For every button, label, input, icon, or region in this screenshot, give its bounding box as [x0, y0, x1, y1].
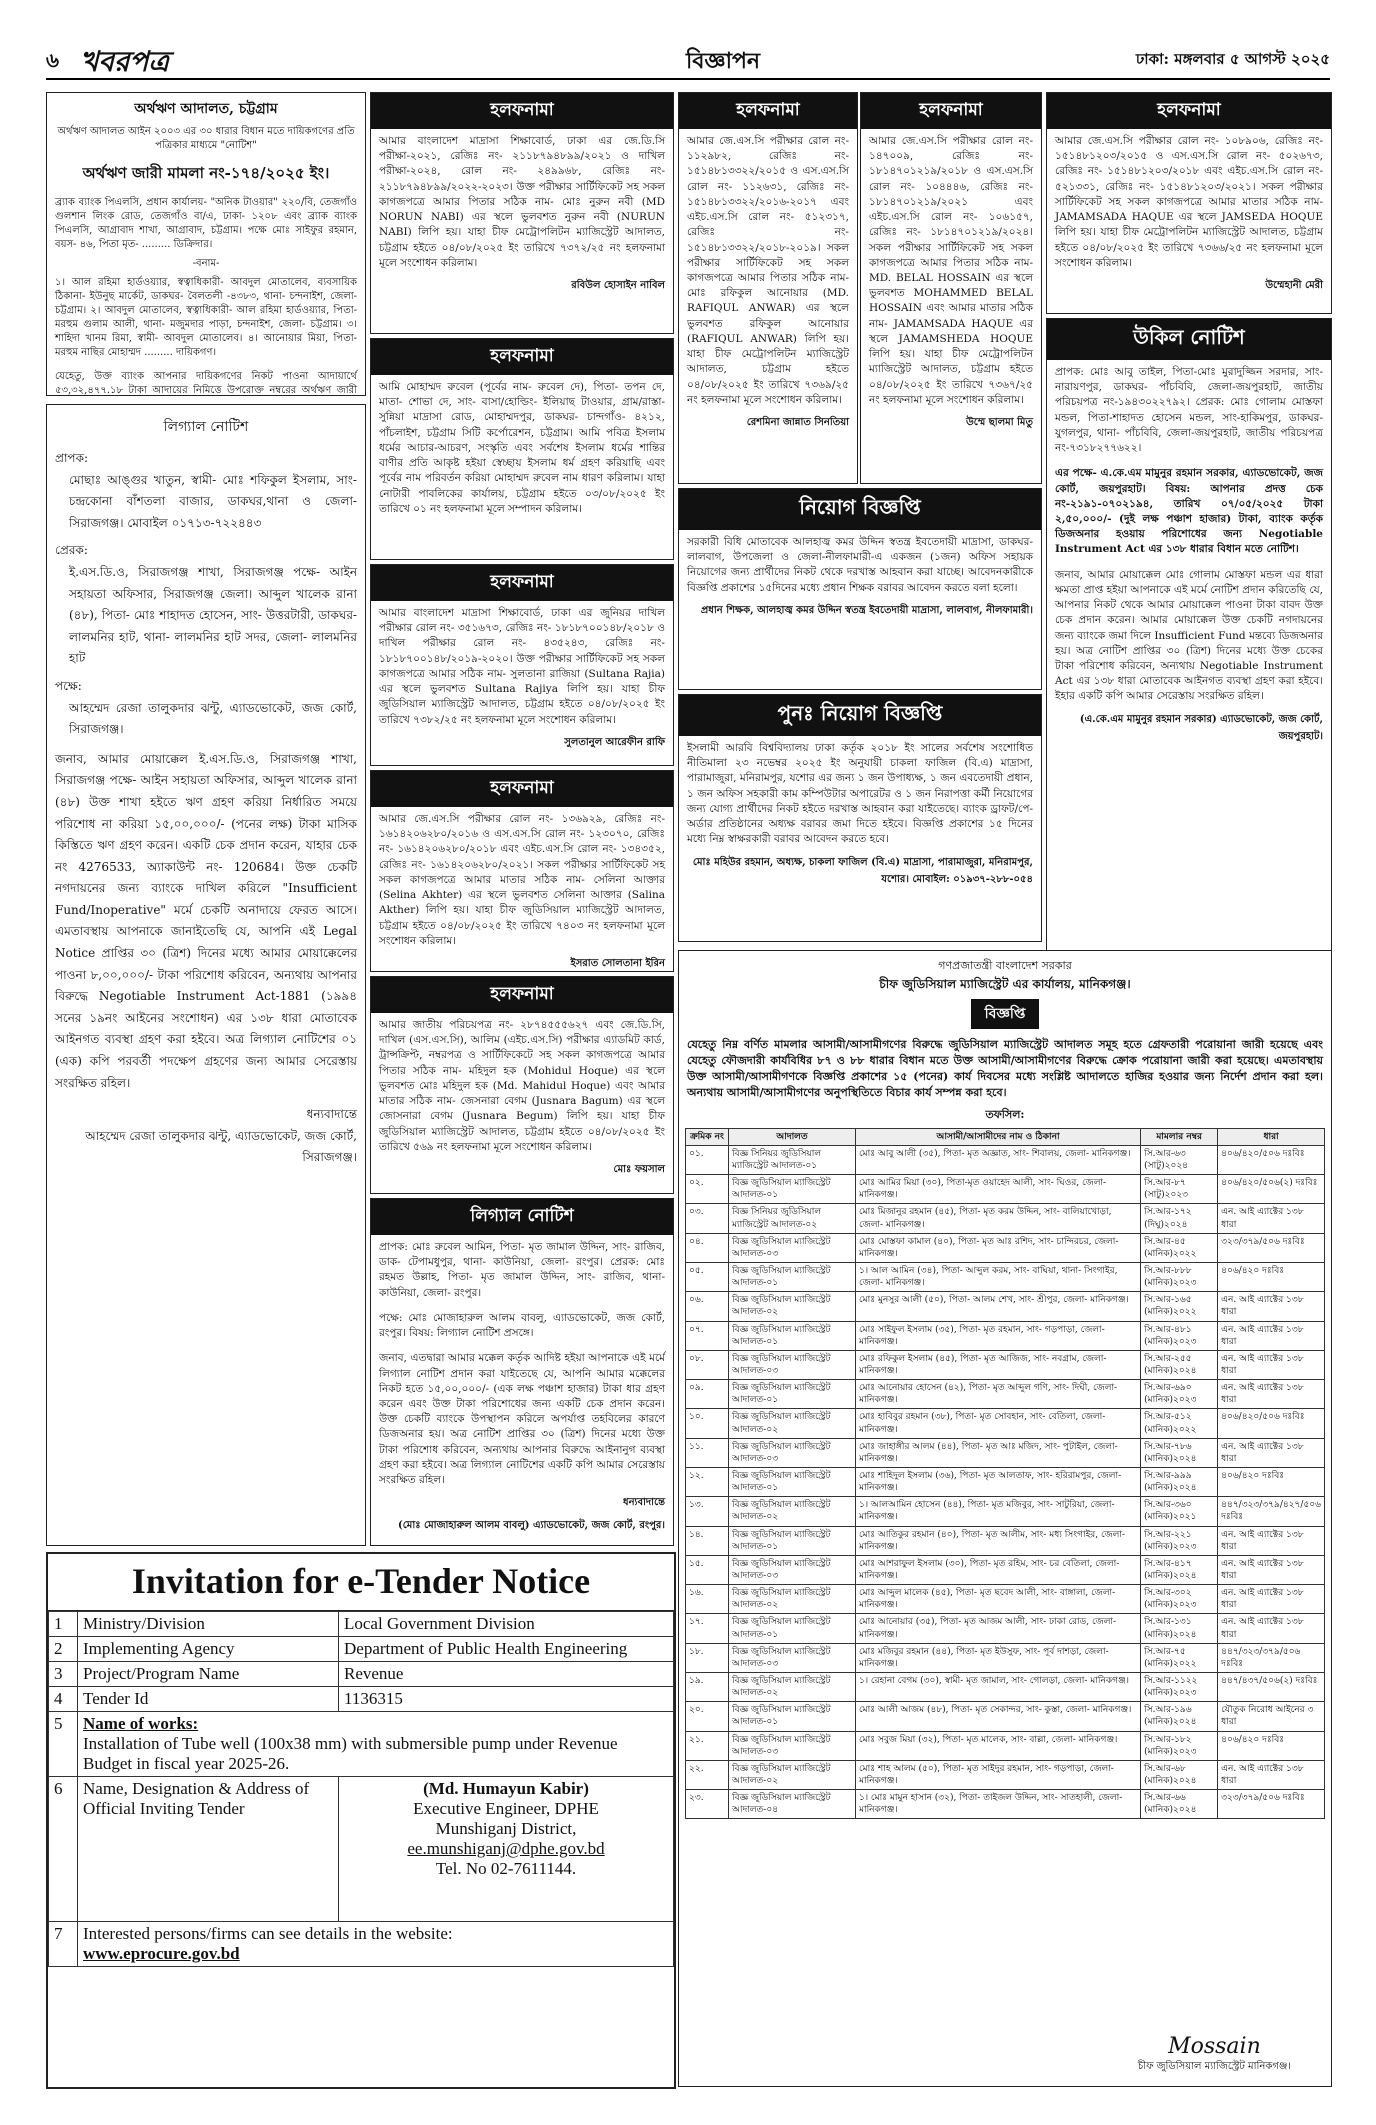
schedule-cell: মোঃ আশরাফুল ইসলাম (৩০), পিতা- মৃত রহিম, সাং- চর বেতিলা, জেলা- মানিকগঞ্জ।: [856, 1555, 1141, 1584]
schedule-cell: মোঃ শাহিদুল ইসলাম (৩৬), পিতা- মৃত আলতাফ, সাং- হরিরামপুর, জেলা- মানিকগঞ্জ।: [856, 1467, 1141, 1496]
schedule-cell: বিজ্ঞ জুডিসিয়াল ম্যাজিস্ট্রেট আদালত-০৩: [729, 1233, 856, 1262]
schedule-cell: ১৩.: [686, 1497, 729, 1526]
court-vs: -বনাম-: [192, 258, 220, 269]
schedule-cell: মোঃ আনোয়ার (৩৫), পিতা- মৃত আজম আলী, সাং- ঢাকা রোড, জেলা- মানিকগঞ্জ।: [856, 1614, 1141, 1643]
works-value: Installation of Tube well (100x38 mm) with submersible pump under Revenue Budget in fiscal year 2025-26.: [83, 1734, 618, 1773]
affidavit-6: [678, 92, 858, 484]
schedule-cell: মোঃ মোস্তফা কামাল (৪০), পিতা- মৃত আঃ রশিদ, সাং- চান্দিরচর, জেলা- মানিকগঞ্জ।: [856, 1233, 1141, 1262]
affidavit-title: হলফনামা: [1047, 93, 1331, 129]
affidavit-sign: উম্মেহানী মেরী: [1265, 279, 1323, 291]
affidavit-title: হলফনামা: [371, 565, 673, 601]
re-niyog-sign: মোঃ মহিউর রহমান, অধ্যক্ষ, চাকলা ফাজিল (বি.এ) মাদ্রাসা, পারামাজুরা, মনিরামপুর, যশোর। মোবাইল: ০১৯৩৭-২৮৮-০৫৪: [692, 856, 1033, 885]
legal-notice-body: জনাব, আমার মোয়াক্কেল ই.এস.ডি.ও, সিরাজগঞ্জ শাখা, সিরাজগঞ্জ পক্ষে- আইন সহায়তা অফিসার, আব্দুল খালেক রানা (৪৮) উক্ত শাখা হইতে ঋণ গ্রহণ করিয়া নির্ধারিত সময়ে পরিশোধ না করিয়া ১৫,০০,০০০/- (পনের লক্ষ) টাকা মাসিক কিস্তিতে ঋণ গ্রহণ করেন। একটি চেক প্রদান করেন, যাহার চেক নং 4276533, অ্যাকাউন্ট নং- 120684। উক্ত চেকটি নগদায়নের জন্য ব্যাংকে দাখিল করিলে "Insufficient Fund/Inoperative" মর্মে চেকটি অনাদায়ে ফেরত আসে। এমতাবস্থায় আপনাকে জানাইতেছি যে, আপনি এই Legal Notice প্রাপ্তির ৩০ (ত্রিশ) দিনের মধ্যে আমার মোয়াক্কেলের পাওনা ৮,০০,০০০/- টাকা পরিশোধ করিবেন, অন্যথায় আপনার বিরুদ্ধে Negotiable Instrument Act-1881 (১৯৯৪ সনের ১৯নং আইনের সংশোধন) এর ১৩৮ ধারা মোতাবেক আইনগত ব্যবস্থা গ্রহণ করা হইবে। অত্র লিগ্যাল নোটিশের ০১ (এক) কপি পরবর্তী পদক্ষেপ গ্রহণের জন্য আমার সেরেস্তায় সংরক্ষিত রহিল।: [55, 751, 357, 1090]
official-name: (Md. Humayun Kabir): [423, 1779, 589, 1798]
schedule-cell: সি.আর-৮৮৮ (মানিক)২০২৩: [1141, 1263, 1218, 1292]
official-email[interactable]: ee.munshiganj@dphe.gov.bd: [407, 1839, 605, 1858]
schedule-cell: ৪০৬/৪২০ দঃবিঃ: [1218, 1731, 1325, 1760]
schedule-row: [686, 1702, 1325, 1731]
schedule-cell: ০৪.: [686, 1233, 729, 1262]
ukil-sign: (এ.কে.এম মামুনুর রহমান সরকার) এ্যাডভোকেট, জজ কোর্ট, জয়পুরহাট।: [1079, 713, 1323, 742]
schedule-row: [686, 1614, 1325, 1643]
affidavit-sign: সুলতানুল আরেফীন রাফি: [564, 736, 665, 748]
court-body-3: যেহেতু, উক্ত ব্যাংক আপনার দায়িকগণের নিকট পাওনা আদায়ার্থে ৫৩,৩২,৪৭৭.১৮ টাকা আদায়ের নিমিত্তে উপরোক্ত নম্বরের অর্থঋণ জারী: [55, 371, 357, 396]
court-body-1: ব্র্যাক ব্যাংক পিএলসি, প্রধান কার্যালয়- "অনিক টাওয়ার" ২২০/বি, তেজগাঁও গুলশান লিংক রোড, তেজগাঁও বা/এ, ঢাকা- ১২০৮ এবং ব্র্যাক ব্যাংক পিএলসি, আগ্রাবাদ শাখা, আগ্রাবাদ, চট্টগ্রাম। পক্ষে মোঃ সাইফুর রহমান, বয়স- ৪৬, পিতা মৃত- ......... ডিক্রিদার।: [55, 197, 357, 250]
schedule-cell: ১। আল আমিন (৩৪), পিতা- আব্দুল করম, সাং- বাঘিয়া, থানা- সিংগাইর, জেলা- মানিকগঞ্জ।: [856, 1263, 1141, 1292]
affidavit-sign: উম্মে ছালমা মিতু: [966, 416, 1033, 428]
tender-cell-n: 3: [49, 1662, 78, 1687]
tender-cell-label: Project/Program Name: [78, 1662, 339, 1687]
tender-cell-label: Implementing Agency: [78, 1637, 339, 1662]
affidavit-4: [370, 770, 674, 972]
court-notice: [46, 92, 366, 396]
schedule-cell: বিজ্ঞ জুডিসিয়াল ম্যাজিস্ট্রেট আদালত-০১: [729, 1263, 856, 1292]
affidavit-body: আমার জে.এস.সি পরীক্ষার রোল নং- ১৪৭০০৯, রেজিঃ নং- ১৮১৪৭০১২১৯/২০১৮ ও এস.এস.সি রোল নং- ১০৪৪৪৬, রেজিঃ নং- ১৮১৪৭০১২১৯/২০২১ এবং এইচ.এস.সি রোল নং- ১০৬১৫৭, রেজিঃ নং- ১৮১৪৭০১২১৯/২০২৪। সকল পরীক্ষার সার্টিফিকেট সহ সকল কাগজপত্রে আমার পিতার সঠিক নাম- MD. BELAL HOSSAIN এর স্থলে ভুলবশত MOHAMMED BELAL HOSSAIN এবং আমার মাতার সঠিক নাম- JAMAMSADA HAQUE এর স্থলে JAMAMSHEDA HOQUE লিপি হয়। যাহা চীফ মেট্রোপলিটন ম্যাজিস্ট্রেট আদালত, চট্টগ্রাম হইতে ০৪/০৮/২০২৫ ইং তারিখে ৭৩৬৭/২৫ নং হলফনামা মূলে সংশোধন করিলাম।: [869, 135, 1033, 406]
schedule-row: [686, 1145, 1325, 1174]
niyog-notice: [678, 488, 1042, 690]
legal-notice-left: [46, 404, 366, 1546]
case-number: অর্থঋণ জারী মামলা নং-১৭৪/২০২৫ ইং।: [82, 164, 330, 182]
legal-notice-sign: আহম্মেদ রেজা তালুকদার ঝন্টু, এ্যাডভোকেট, জজ কোর্ট, সিরাজগঞ্জ।: [85, 1128, 357, 1165]
schedule-cell: ১৬.: [686, 1585, 729, 1614]
tender-title: Invitation for e-Tender Notice: [48, 1554, 674, 1611]
tender-row-note: 7 Interested persons/firms can see details in the website: www.eprocure.gov.bd: [49, 1922, 674, 1967]
schedule-cell: সি.আর-৪৫ (মানিক)২০২২: [1141, 1233, 1218, 1262]
schedule-cell: ১৯.: [686, 1672, 729, 1701]
legal-mid-thanks: ধন্যবাদান্তে: [622, 1497, 665, 1509]
affidavit-body: আমার জে.এস.সি পরীক্ষার রোল নং- ১১২৯৮২, রেজিঃ নং- ১৫১৪৮১৩৩২২/২০১৫ ও এস.এস.সি রোল নং- ১১২৬৩১, রেজিঃ নং- ১৫১৪৮১৩৩২২/২০১৬-২০১৭ এবং এইচ.এস.সি রোল নং- ৫১২৩১৭, রেজিঃ নং- ১৫১৪৮১৩৩২২/২০১৮-২০১৯। সকল পরীক্ষার সার্টিফিকেট সহ সকল কাগজপত্রে আমার পিতার সঠিক নাম- মোঃ রফিকুল আনোয়ার (MD. RAFIQUL ANWAR) এর স্থলে ভুলবশত রফিকুল আনোয়ার (RAFIQUL ANWAR) লিপি হয়। যাহা চীফ মেট্রোপলিটন ম্যাজিস্ট্রেট আদালত, চট্টগ্রাম হইতে ০৪/০৮/২০২৫ ইং তারিখে ৭৩৬৯/২৫ নং হলফনামা মূলে সংশোধন করিলাম।: [687, 135, 849, 406]
affidavit-2: [370, 338, 674, 560]
tender-cell-value: Department of Public Health Engineering: [339, 1637, 674, 1662]
schedule-cell: মোঃ শাহ আলম (৫০), পিতা- মৃত সাইদুর রহমান, সাং- গড়পাড়া, জেলা- মানিকগঞ্জ।: [856, 1760, 1141, 1789]
re-niyog-body: ইসলামী আরবি বিশ্ববিদ্যালয় ঢাকা কর্তৃক ২০১৮ ইং সালের সর্বশেষ সংশোধিত নীতিমালা ২৩ নভেম্বর ২০২৫ ইং অনুযায়ী চাকলা ফাজিল (বি.এ) মাদ্রাসা, পারামাজুরা, মনিরামপুর, যশোর এর জন্য ১ জন উপাধ্যক্ষ, ১ জন এবতেদায়ী প্রধান, ১ জন অফিস সহকারী কাম কম্পিউটার অপারেটর ও ১ জন নিরাপত্তা কর্মী নিয়োগের জন্য যোগ্য প্রার্থীদের নিকট হইতে দরখাস্ত আহবান করা যাইতেছে। ব্যাংক ড্রাফট/পে-অর্ডার প্রতিষ্ঠানের অধ্যক্ষ বরাবর জমা দিতে হইবে। বিজ্ঞপ্তি প্রকাশের ১৫ দিনের মধ্যে নিম্ন স্বাক্ষরকারী বরাবর আবেদন করতে হবে।: [687, 742, 1033, 846]
schedule-cell: মোঃ রফিকুল ইসলাম (৪৫), পিতা- মৃত আজিজ, সাং- নবগ্রাম, জেলা- মানিকগঞ্জ।: [856, 1350, 1141, 1379]
niyog-sign: প্রধান শিক্ষক, আলহাজ্ব কমর উদ্দিন স্বতন্ত্র ইবতেদায়ী মাদ্রাসা, লালবাগ, নীলফামারী।: [700, 604, 1033, 616]
schedule-cell: বিজ্ঞ জুডিসিয়াল ম্যাজিস্ট্রেট আদালত-০৩: [729, 1643, 856, 1672]
schedule-cell: মোঃ হাবিবুর রহমান (৩৮), পিতা- মৃত সোবহান, সাং- বেতিলা, জেলা- মানিকগঞ্জ।: [856, 1409, 1141, 1438]
schedule-col-header: মামলার নম্বর: [1141, 1128, 1218, 1145]
schedule-cell: সি.আর-৬৮ (মানিক)২০২৪: [1141, 1760, 1218, 1789]
niyog-title: নিয়োগ বিজ্ঞপ্তি: [679, 489, 1041, 530]
schedule-cell: বিজ্ঞ জুডিসিয়াল ম্যাজিস্ট্রেট আদালত-০২: [729, 1292, 856, 1321]
tender-row-works: 5 Name of works: Installation of Tube well (100x38 mm) with submersible pump under Revenue Budget in fiscal year 2025-26.: [49, 1712, 674, 1777]
schedule-cell: ৩২৩/৩৭৯/৫০৬ দঃবিঃ: [1218, 1233, 1325, 1262]
schedule-cell: বিজ্ঞ জুডিসিয়াল ম্যাজিস্ট্রেট আদালত-০২: [729, 1497, 856, 1526]
affidavit-sign: ইসরাত সোলতানা ইরিন: [570, 957, 665, 969]
warrant-title: বিজ্ঞপ্তি: [971, 999, 1040, 1029]
schedule-cell: সি.আর-২৫৫ (মানিক)২০২৪: [1141, 1350, 1218, 1379]
schedule-cell: ৩২৩/৩৭৯/৫০৬ দঃবিঃ: [1218, 1790, 1325, 1819]
schedule-row: [686, 1438, 1325, 1467]
schedule-cell: বিজ্ঞ সিনিয়র জুডিসিয়াল ম্যাজিস্ট্রেট আদালত-০১: [729, 1145, 856, 1174]
tender-row: [49, 1637, 674, 1662]
schedule-cell: ০৩.: [686, 1204, 729, 1233]
tender-cell-value: Revenue: [339, 1662, 674, 1687]
affidavit-title: হলফনামা: [371, 339, 673, 375]
schedule-row: [686, 1233, 1325, 1262]
for-label: পক্ষে:: [55, 678, 82, 693]
court-subtitle: অর্থঋণ আদালত আইন ২০০৩ এর ৩০ ধারার বিধান মতে দায়িকগণের প্রতি পত্রিকার মাধ্যমে "নোটিশ": [57, 126, 355, 151]
schedule-cell: এন. আই এ্যাক্টের ১৩৮ ধারা: [1218, 1555, 1325, 1584]
affidavit-title: হলফনামা: [861, 93, 1041, 129]
schedule-cell: ৪৪৭/৩২৩/৩৭৯/৪২৭/৫০৬ দঃবিঃ: [1218, 1497, 1325, 1526]
tender-cell-value: Local Government Division: [339, 1612, 674, 1637]
schedule-cell: বিজ্ঞ জুডিসিয়াল ম্যাজিস্ট্রেট আদালত-০১: [729, 1467, 856, 1496]
re-niyog-notice: [678, 694, 1042, 942]
schedule-cell: মোঃ আলী আজম (৪৮), পিতা- মৃত সেকান্দর, সাং- কুস্তা, জেলা- মানিকগঞ্জ।: [856, 1702, 1141, 1731]
schedule-cell: ২২.: [686, 1760, 729, 1789]
tender-note: Interested persons/firms can see details in the website:: [83, 1924, 453, 1943]
legal-notice-title: লিগ্যাল নোটিশ: [163, 419, 249, 435]
warrant-court: চীফ জুডিসিয়াল ম্যাজিস্ট্রেট এর কার্যালয়, মানিকগঞ্জ।: [879, 977, 1131, 991]
schedule-cell: বিজ্ঞ জুডিসিয়াল ম্যাজিস্ট্রেট আদালত-০৩: [729, 1350, 856, 1379]
schedule-cell: সি.আর-৬৯০ (মানিক)২০২৩: [1141, 1380, 1218, 1409]
schedule-row: [686, 1292, 1325, 1321]
schedule-row: [686, 1672, 1325, 1701]
affidavit-body: আমার জাতীয় পরিচয়পত্র নং- ২৮৭৪৫৫৫৬২৭ এবং জে.ডি.সি, দাখিল (এস.এস.সি), আলিম (এইচ.এস.সি) পরীক্ষার এ্যাডমিট কার্ড, ট্রান্সক্রিপ্ট, নম্বরপত্র ও সার্টিফিকেটে সহ সকল কাগজপত্রে আমার পিতার সঠিক নাম- মহিদুল হক (Mohidul Hoque) এর স্থলে ভুলবশত মোঃ মহিদুল হক (Md. Mahidul Hoque) এবং আমার মাতার সঠিক নাম- জেসনারা বেগম (Jusnara Bagum) এর স্থলে জোসনারা বেগম (Jusnara Begum) লিপি হয়। যাহা চীফ জুডিসিয়াল ম্যাজিস্ট্রেট আদালত, চট্টগ্রাম হইতে ০৪/০৮/২০২৫ ইং তারিখে ৫৬৯ নং হলফনামা মূলে সংশোধন করিলাম।: [379, 1019, 665, 1153]
schedule-cell: ০৭.: [686, 1321, 729, 1350]
schedule-col-header: ক্রমিক নং: [686, 1128, 729, 1145]
court-title: অর্থঋণ আদালত, চট্টগ্রাম: [134, 101, 278, 117]
legal-notice-mid: [370, 1198, 674, 1546]
schedule-cell: বিজ্ঞ জুডিসিয়াল ম্যাজিস্ট্রেট আদালত-০১: [729, 1614, 856, 1643]
schedule-row: [686, 1263, 1325, 1292]
schedule-cell: সি.আর-৪৮১ (মানিক)২০২৩: [1141, 1321, 1218, 1350]
tender-notice: [46, 1552, 676, 2089]
ukil-body-2: এর পক্ষে- এ.কে.এম মামুনুর রহমান সরকার, এ্যাডভোকেট, জজ কোর্ট, জয়পুরহাট। বিষয়: আপনার প্রদত্ত চেক নং-২১৯১-০৭০২১৯৪, তারিখ ০৭/০৫/২০২৫ টাকা ২,৫০,০০০/- (দুই লক্ষ পঞ্চাশ হাজার) টাকা, ব্যাংক কর্তৃক ডিজঅনার হওয়ায় পরিশোধের জন্য Negotiable Instrument Act এর ১৩৮ ধারার বিধান মতে নোটিশ।: [1055, 467, 1323, 556]
schedule-cell: সি.আর-৭৮৬ (মানিক)২০২৪: [1141, 1438, 1218, 1467]
schedule-cell: যৌতুক নিরোধ আইনের ৩ ধারা: [1218, 1702, 1325, 1731]
schedule-cell: এন. আই এ্যাক্টের ১৩৮ ধারা: [1218, 1760, 1325, 1789]
affidavit-body: আমি মোহাম্মদ রুবেল (পূর্বের নাম- রুবেল দে), পিতা- তপন দে, মাতা- শোভা দে, সাং- বাসা/হোল্ডিং- ইলিয়াছ টাওয়ার, গ্রাম/রাস্তা- সুন্নিয়া মাদ্রাসা রোড, মোহাম্মদপুর, ডাকঘর- চান্দগাঁও- ৪২১২, পাঁচলাইশ, চট্টগ্রাম সিটি কর্পোরেশন, চট্টগ্রাম। আমি পবিত্র ইসলাম ধর্মের আচার-আচরণ, সংস্কৃতি এবং সর্বশেষ ইসলাম ধর্মের শান্তির বাণীর প্রতি আকৃষ্ট হইয়া স্বেচ্ছায় ইসলাম ধর্ম গ্রহণ করিয়াছি এবং পূর্বের নাম পরিবর্তন করিয়া মোহাম্মদ রুবেল নাম ধারণ করিলাম। যাহা নোটারী পাবলিকের কার্যালয়, চট্টগ্রাম হইতে ০৩/০৮/২০২৫ ইং তারিখে ০১ নং হলফনামা মূলে সম্পাদন করিলাম।: [379, 381, 665, 515]
warrant-gov: গণপ্রজাতন্ত্রী বাংলাদেশ সরকার: [938, 959, 1072, 972]
schedule-cell: ০৬.: [686, 1292, 729, 1321]
schedule-cell: ০৯.: [686, 1380, 729, 1409]
legal-mid-body-2: পক্ষে: মোঃ মোজাহারুল আলম বাবলু, এ্যাডভোকেট, জজ কোর্ট, রংপুর। বিষয়: লিগ্যাল নোটিশ প্রসঙ্গে।: [379, 1311, 665, 1340]
affidavit-sign: রবিউল হোসাইন নাবিল: [571, 279, 665, 291]
schedule-cell: মোঃ মজিবুর রহমান (৪৪), পিতা- মৃত ইউসুফ, সাং- পূর্ব দাশড়া, জেলা- মানিকগঞ্জ।: [856, 1643, 1141, 1672]
schedule-row: [686, 1790, 1325, 1819]
schedule-cell: এন. আই এ্যাক্টের ১৩৮ ধারা: [1218, 1204, 1325, 1233]
schedule-row: [686, 1380, 1325, 1409]
schedule-cell: মোঃ আতিকুর রহমান (৪০), পিতা- মৃত আলীম, সাং- মধ্য সিংগাইর, জেলা- মানিকগঞ্জ।: [856, 1526, 1141, 1555]
schedule-row: [686, 1760, 1325, 1789]
warrant-table-label: তফসিল:: [985, 1107, 1025, 1121]
official-district: Munshiganj District,: [435, 1819, 577, 1838]
schedule-cell: ০১.: [686, 1145, 729, 1174]
schedule-cell: ১। মোঃ মামুন হাসান (৩২), পিতা- তাইজল উদ্দিন, সাং- সাতহালী, জেলা- মানিকগঞ্জ।: [856, 1790, 1141, 1819]
schedule-cell: ৪০৬/৪২০ দঃবিঃ: [1218, 1263, 1325, 1292]
schedule-cell: সি.আর-৩৬০ (মানিক)২০২১: [1141, 1497, 1218, 1526]
tender-cell-label: Ministry/Division: [78, 1612, 339, 1637]
schedule-cell: বিজ্ঞ জুডিসিয়াল ম্যাজিস্ট্রেট আদালত-০১: [729, 1702, 856, 1731]
schedule-cell: ২১.: [686, 1731, 729, 1760]
schedule-cell: ৪০৬/৪২০/৫০৬ দঃবিঃ: [1218, 1409, 1325, 1438]
schedule-cell: মোঃ মিজানুর রহমান (৪৫), পিতা- মৃত করম উদ্দিন, সাং- বালিয়াখোড়া, জেলা- মানিকগঞ্জ।: [856, 1204, 1141, 1233]
affidavit-body: আমার বাংলাদেশ মাদ্রাসা শিক্ষাবোর্ড, ঢাকা এর জুনিয়র দাখিল পরীক্ষার রোল নং- ৩৫১৬৭৩, রেজিঃ নং- ১৮১৮৭০০১৪৮/২০১৮ ও দাখিল পরীক্ষার রোল নং- ৪৩৫২৪৩, রেজিঃ নং- ১৮১৮৭০০১৪৮/২০১৯-২০২০। উক্ত পরীক্ষার সার্টিফিকেট সহ সকল কাগজপত্রে আমার সঠিক নাম- সুলতানা রাজিয়া (Sultana Rajia) এর স্থলে ভুলবশত Sultana Rajiya লিপি হয়। যাহা চীফ জুডিসিয়াল ম্যাজিস্ট্রেট আদালত, চট্টগ্রাম হইতে ০৪/০৮/২০২৫ ইং তারিখে ৭৩৮২/২৫ নং হলফনামা মূলে সংশোধন করিলাম।: [379, 607, 665, 726]
schedule-cell: সি.আর-৬৩ (সাটু)২০২৪: [1141, 1145, 1218, 1174]
schedule-cell: বিজ্ঞ জুডিসিয়াল ম্যাজিস্ট্রেট আদালত-০৩: [729, 1731, 856, 1760]
legal-mid-sign: (মোঃ মোজাহারুল আলম বাবলু) এ্যাডভোকেট, জজ কোর্ট, রংপুর।: [398, 1520, 665, 1532]
schedule-cell: ১০.: [686, 1409, 729, 1438]
affidavit-title: হলফনামা: [371, 93, 673, 129]
legal-mid-body-3: জনাব, এতদ্বারা আমার মক্কেল কর্তৃক আদিষ্ট হইয়া আপনাকে এই মর্মে লিগ্যাল নোটিশ প্রদান করা যাইতেছে যে, আপনি আমার মক্কেলের নিকট হতে ১৫,০০,০০০/- (এক লক্ষ পঞ্চাশ হাজার) টাকা ধার গ্রহণ করেন এবং উক্ত টাকা পরিশোধের জন্য একটি চেক প্রদান করেন। উক্ত চেকটি ব্যাংকে উপস্থাপন করিলে অপর্যাপ্ত তহবিলের কারণে ডিজঅনার হয়। অত্র নোটিশ প্রাপ্তির ৩০ (ত্রিশ) দিনের মধ্যে উক্ত টাকা পরিশোধ করিবেন, অন্যথায় আপনার বিরুদ্ধে আইনানুগ ব্যবস্থা গ্রহণ করা হইবে। অত্র লিগ্যাল নোটিশের একটি কপি আমার সেরেস্তায় সংরক্ষিত রহিল।: [379, 1352, 665, 1487]
warrant-schedule-table: [685, 1128, 1325, 1820]
tender-table: [48, 1611, 674, 1967]
schedule-cell: এন. আই এ্যাক্টের ১৩৮ ধারা: [1218, 1438, 1325, 1467]
schedule-cell: বিজ্ঞ জুডিসিয়াল ম্যাজিস্ট্রেট আদালত-০৩: [729, 1438, 856, 1467]
schedule-cell: মোঃ আনোয়ার হোসেন (৪২), পিতা- মৃত আব্দুল গণি, সাং- দিঘী, জেলা- মানিকগঞ্জ।: [856, 1380, 1141, 1409]
to-address: মোছাঃ আঙ্গুর খাতুন, স্বামী- মোঃ শফিকুল ইসলাম, সাং- চন্দ্রকোনা বাঁশতলা বাজার, ডাকঘর,থানা ও জেলা- সিরাজগঞ্জ। মোবাইল ০১৭১৩-৭২২৪৪৩: [69, 472, 357, 530]
from-address: ই.এস.ডি.ও, সিরাজগঞ্জ শাখা, সিরাজগঞ্জ পক্ষে- আইন সহায়তা অফিসার, সিরাজগঞ্জ জেলা। আব্দুল খালেক রানা (৪৮), পিতা- মোঃ শাহাদত হোসেন, সাং- উত্তরটারী, ডাকঘর- লালমনির হাট, থানা- লালমনির হাট সদর, জেলা- লালমনির হাট: [69, 564, 357, 666]
ukil-notice-title: উকিল নোটিশ: [1047, 319, 1331, 360]
tender-row-official: 6 Name, Designation & Address of Official Inviting Tender (Md. Humayun Kabir) Executive Engineer, DPHE Munshiganj District, ee.munshiganj@dphe.gov.bd Tel. No 02-7611144.: [49, 1777, 674, 1922]
affidavit-5: [370, 976, 674, 1194]
schedule-cell: সি.আর-১৭২ (দিঘু)২০২৪: [1141, 1204, 1218, 1233]
schedule-cell: মোঃ আবু আলী (৩৫), পিতা- মৃত অজ্ঞাত, সাং- শিবালয়, জেলা- মানিকগঞ্জ।: [856, 1145, 1141, 1174]
schedule-row: [686, 1497, 1325, 1526]
schedule-cell: এন. আই এ্যাক্টের ১৩৮ ধারা: [1218, 1585, 1325, 1614]
schedule-row: [686, 1555, 1325, 1584]
schedule-cell: সি.আর-৭৫ (মানিক)২০২২: [1141, 1643, 1218, 1672]
schedule-row: [686, 1643, 1325, 1672]
schedule-cell: ০৮.: [686, 1350, 729, 1379]
affidavit-1: [370, 92, 674, 334]
section-title: বিজ্ঞাপন: [686, 48, 761, 74]
schedule-cell: ১৮.: [686, 1643, 729, 1672]
schedule-cell: সি.আর-৪১৭ (মানিক)২০২৪: [1141, 1555, 1218, 1584]
schedule-cell: ৪০৬/৪২০ দঃবিঃ: [1218, 1467, 1325, 1496]
legal-notice-mid-title: লিগ্যাল নোটিশ: [371, 1199, 673, 1235]
affidavit-body: আমার জে.এস.সি পরীক্ষার রোল নং- ১০৮৯০৬, রেজিঃ নং- ১৫১৪৮১২০৩/২০১৫ ও এস.এস.সি রোল নং- ৫০২৬৭৩, রেজিঃ নং- ১৫১৪৮১২০৩/২০১৮ এবং এইচ.এস.সি রোল নং- ৫২১৩৩১, রেজিঃ নং- ১৫১৪৮১২০৩/২০২১। সকল পরীক্ষার সার্টিফিকেট সহ সকল কাগজপত্রে আমার মাতার সঠিক নাম- JAMAMSADA HAQUE এর স্থলে JAMSEDA HOQUE লিপি হয়। যাহা চীফ মেট্রোপলিটন ম্যাজিস্ট্রেট আদালত, চট্টগ্রাম হইতে ০৪/০৮/২০২৫ ইং তারিখে ৭৩৬৬/২৫ নং হলফনামা মূলে সংশোধন করিলাম।: [1055, 135, 1323, 269]
schedule-cell: ০৫.: [686, 1263, 729, 1292]
for-address: আহম্মেদ রেজা তালুকদার ঝন্টু, এ্যাডভোকেট, জজ কোর্ট, সিরাজগঞ্জ।: [69, 700, 357, 737]
affidavit-8: [1046, 92, 1332, 314]
schedule-row: [686, 1204, 1325, 1233]
schedule-row: [686, 1585, 1325, 1614]
page-number: ৬: [46, 48, 60, 72]
official-tel: Tel. No 02-7611144.: [435, 1859, 577, 1878]
legal-mid-body-1: প্রাপক: মোঃ রুবেল আমিন, পিতা- মৃত জামাল উদ্দিন, সাং- রাজিব, ডাক- টেপামধুপুর, থানা- কাউনিয়া, জেলা- রংপুর। প্রেরক: মোঃ রহমত উল্লাহ, পিতা- মৃত জামাল উদ্দিন, সাং- রাজিব, থানা- কাউনিয়া, জেলা- রংপুর।: [379, 1241, 665, 1299]
schedule-cell: এন. আই এ্যাক্টের ১৩৮ ধারা: [1218, 1321, 1325, 1350]
schedule-cell: বিজ্ঞ জুডিসিয়াল ম্যাজিস্ট্রেট আদালত-০২: [729, 1672, 856, 1701]
affidavit-3: [370, 564, 674, 766]
niyog-body: সরকারী বিধি মোতাবেক আলহাজ্ব কমর উদ্দিন স্বতন্ত্র ইবতেদায়ী মাদ্রাসা, ডাকঘর-লালবাগ, উপজেলা ও জেলা-নীলফামারী-এ একজন (১জন) অফিস সহায়ক নিয়োগের জন্য প্রার্থীদের নিকট থেকে দরখাস্ত আহবান করা যাচ্ছে। আবেদনকারীকে বিজ্ঞপ্তি প্রকাশের ১৫দিনের মধ্যে প্রধান শিক্ষক বরাবর আবেদন করতে বলা হলো।: [687, 536, 1033, 594]
affidavit-body: আমার বাংলাদেশ মাদ্রাসা শিক্ষাবোর্ড, ঢাকা এর জে.ডি.সি পরীক্ষা-২০২১, রেজিঃ নং- ২১১৮৭৯৪৮৯৯/২০২১ ও দাখিল পরীক্ষা-২০২৪, রোল নং- ২৪৯৯৬৮, রেজিঃ নং- ২১১৮৭৯৪৮৯৯/২০২২-২০২৩। উক্ত পরীক্ষার সার্টিফিকেট সহ সকল কাগজপত্রে আমার পিতার সঠিক নাম- মোঃ নুরুন নবী (MD NORUN NABI) এর স্থলে ভুলবশত নুরুন নবী (NURUN NABI) লিপি হয়। যাহা চীফ মেট্রোপলিটন ম্যাজিস্ট্রেট আদালত, চট্টগ্রাম হইতে ০৪/০৮/২০২৫ ইং তারিখে ৭৩৭২/২৫ নং হলফনামা মূলে সংশোধন করিলাম।: [379, 135, 665, 269]
warrant-sign: চীফ জুডিসিয়াল ম্যাজিস্ট্রেট মানিকগঞ্জ।: [1137, 2061, 1291, 2072]
schedule-cell: বিজ্ঞ জুডিসিয়াল ম্যাজিস্ট্রেট আদালত-০১: [729, 1380, 856, 1409]
schedule-row: [686, 1731, 1325, 1760]
schedule-cell: এন. আই এ্যাক্টের ১৩৮ ধারা: [1218, 1350, 1325, 1379]
schedule-cell: ৪০৬/৪২০/৫০৬ দঃবিঃ: [1218, 1145, 1325, 1174]
schedule-cell: বিজ্ঞ জুডিসিয়াল ম্যাজিস্ট্রেট আদালত-০১: [729, 1321, 856, 1350]
tender-website-link[interactable]: www.eprocure.gov.bd: [83, 1944, 240, 1963]
warrant-notice: [678, 950, 1332, 2087]
affidavit-title: হলফনামা: [679, 93, 857, 129]
schedule-cell: বিজ্ঞ সিনিয়র জুডিসিয়াল ম্যাজিস্ট্রেট আদালত-০২: [729, 1204, 856, 1233]
schedule-cell: ০২.: [686, 1175, 729, 1204]
schedule-cell: মোঃ আব্দুল মালেক (৪৫), পিতা- মৃত ছবেদ আলী, সাং- বাঙ্গালা, জেলা- মানিকগঞ্জ।: [856, 1585, 1141, 1614]
schedule-row: [686, 1350, 1325, 1379]
page-header: [46, 40, 1330, 80]
from-label: প্রেরক:: [55, 543, 88, 558]
schedule-cell: সি.আর-২২১ (মানিক)২০২৩: [1141, 1526, 1218, 1555]
schedule-cell: মোঃ সবুজ মিয়া (৩২), পিতা- মৃত মালেক, সাং- বাল্লা, জেলা- মানিকগঞ্জ।: [856, 1731, 1141, 1760]
warrant-body: যেহেতু নিম্ন বর্ণিত মামলার আসামী/আসামীগণের বিরুদ্ধে জুডিসিয়াল ম্যাজিস্ট্রেট আদালত সমূহ হতে গ্রেফতারী পরোয়ানা জারী হয়েছে এবং যেহেতু ফৌজদারী কার্যবিধির ৮৭ ও ৮৮ ধারার বিধান মতে উক্ত আসামী/আসামীগণের বিরুদ্ধে ক্রোক পরোয়ানা জারী করা হয়েছে। এমতাবস্থায় উক্ত আসামী/আসামীগণকে বিজ্ঞপ্তি প্রকাশের ১৫ (পনের) কার্য দিবসের মধ্যে সংশ্লিষ্ট আদালতে হাজির হওয়ার জন্য নির্দেশ প্রদান করা হল। অন্যথায় আসামী/আসামীগণের অনুপস্থিতিতে বিচার কার্য সম্পন্ন করা হবে।: [687, 1038, 1323, 1099]
schedule-col-header: আসামী/আসামীদের নাম ও ঠিকানা: [856, 1128, 1141, 1145]
tender-row: [49, 1687, 674, 1712]
re-niyog-title: পুনঃ নিয়োগ বিজ্ঞপ্তি: [679, 695, 1041, 736]
to-label: প্রাপক:: [55, 451, 89, 465]
schedule-cell: সি.আর-৬৬ (মানিক)২০২৪: [1141, 1790, 1218, 1819]
schedule-cell: ২০.: [686, 1702, 729, 1731]
schedule-cell: সি.আর-১৩১ (মানিক)২০২৪: [1141, 1614, 1218, 1643]
issue-date: ঢাকা: মঙ্গলবার ৫ আগস্ট ২০২৫: [1135, 50, 1330, 68]
schedule-row: [686, 1321, 1325, 1350]
affidavit-7: [860, 92, 1042, 484]
schedule-cell: সি.আর-১৬৫ (মানিক)২০২২: [1141, 1292, 1218, 1321]
schedule-cell: ৪৪৭/৩২৩/৩৭৯/৫০৬ দঃবিঃ: [1218, 1643, 1325, 1672]
schedule-cell: সি.আর-৩০২ (মানিক)২০২৩: [1141, 1585, 1218, 1614]
tender-row: [49, 1662, 674, 1687]
schedule-cell: ৪০৬/৪২০/৫০৬(২) দঃবিঃ: [1218, 1175, 1325, 1204]
schedule-row: [686, 1467, 1325, 1496]
schedule-col-header: ধারা: [1218, 1128, 1325, 1145]
schedule-cell: এন. আই এ্যাক্টের ১৩৮ ধারা: [1218, 1292, 1325, 1321]
schedule-cell: মোঃ মুনসুর আলী (৫০), পিতা- আলম শেখ, সাং- শ্রীপুর, জেলা- মানিকগঞ্জ।: [856, 1292, 1141, 1321]
affidavit-sign: রেশমিনা জান্নাত সিনতিয়া: [746, 416, 849, 428]
works-label: Name of works:: [83, 1714, 199, 1733]
schedule-col-header: আদালত: [729, 1128, 856, 1145]
schedule-cell: ১১.: [686, 1438, 729, 1467]
schedule-cell: ১৭.: [686, 1614, 729, 1643]
schedule-cell: বিজ্ঞ জুডিসিয়াল ম্যাজিস্ট্রেট আদালত-০৩: [729, 1555, 856, 1584]
schedule-cell: এন. আই এ্যাক্টের ১৩৮ ধারা: [1218, 1380, 1325, 1409]
official-title: Executive Engineer, DPHE: [413, 1799, 599, 1818]
schedule-cell: ১৫.: [686, 1555, 729, 1584]
schedule-cell: ১। রেহানা বেগম (৩০), স্বামী- মৃত জামাল, সাং- গোলড়া, জেলা- মানিকগঞ্জ।: [856, 1672, 1141, 1701]
schedule-cell: বিজ্ঞ জুডিসিয়াল ম্যাজিস্ট্রেট আদালত-০৪: [729, 1790, 856, 1819]
affidavit-body: আমার জে.এস.সি পরীক্ষার রোল নং- ১৩৬৯২৯, রেজিঃ নং- ১৬১৪২০৬২৮০/২০১৬ ও এস.এস.সি রোল নং- ১২৩০৭০, রেজিঃ নং- ১৬১৪২০৬২৮০/২০১৮ এবং এইচ.এস.সি রোল নং- ১৩৪৩৫২, রেজিঃ নং- ১৬১৪২০৬২৮০/২০২১। সকল পরীক্ষার সার্টিফিকেট সহ সকল কাগজপত্রে আমার মাতার সঠিক নাম- সেলিনা আক্তার (Selina Akhter) এর স্থলে ভুলবশত সেলিনা আক্তার (Salina Akther) লিপি হয়। যাহা চীফ জুডিসিয়াল ম্যাজিস্ট্রেট আদালত, চট্টগ্রাম হইতে ০৪/০৮/২০২৫ ইং তারিখে ৭৪০৩ নং হলফনামা মূলে সংশোধন করিলাম।: [379, 813, 665, 947]
schedule-cell: ১। আলআমিন হোসেন (৪৪), পিতা- মৃত মজিবুর, সাং- সাটুরিয়া, জেলা- মানিকগঞ্জ।: [856, 1497, 1141, 1526]
affidavit-title: হলফনামা: [371, 771, 673, 807]
magistrate-signature: Mossain: [1168, 2034, 1261, 2059]
schedule-cell: মোঃ সাইফুল ইসলাম (৩৫), পিতা- মৃত রহমান, সাং- গড়পাড়া, জেলা- মানিকগঞ্জ।: [856, 1321, 1141, 1350]
thanks: ধন্যবাদান্তে: [306, 1107, 357, 1122]
schedule-cell: ১২.: [686, 1467, 729, 1496]
schedule-row: [686, 1526, 1325, 1555]
schedule-cell: ১৪.: [686, 1526, 729, 1555]
newspaper-logo: খবরপত্র: [80, 45, 169, 78]
schedule-cell: মোঃ জাহাঙ্গীর আলম (৪৪), পিতা- মৃত আঃ মজিদ, সাং- পুটাইল, জেলা- মানিকগঞ্জ।: [856, 1438, 1141, 1467]
schedule-cell: সি.আর-৯৯৯ (মানিক)২০২৪: [1141, 1467, 1218, 1496]
schedule-cell: বিজ্ঞ জুডিসিয়াল ম্যাজিস্ট্রেট আদালত-০২: [729, 1760, 856, 1789]
tender-cell-n: 4: [49, 1687, 78, 1712]
schedule-cell: বিজ্ঞ জুডিসিয়াল ম্যাজিস্ট্রেট আদালত-০২: [729, 1409, 856, 1438]
schedule-cell: সি.আর-৫১২ (মানিক)২০২২: [1141, 1409, 1218, 1438]
tender-cell-label: Tender Id: [78, 1687, 339, 1712]
schedule-cell: মোঃ আমির মিয়া (৩০), পিতা-মৃত ওয়াহেদ আলী, সাং- ঘিওর, জেলা- মানিকগঞ্জ।: [856, 1175, 1141, 1204]
schedule-cell: ৪৪৭/৪৩৭/৫০৬(২) দঃবিঃ: [1218, 1672, 1325, 1701]
tender-cell-value: 1136315: [339, 1687, 674, 1712]
ukil-body-1: প্রাপক: মোঃ আবু তাইল, পিতা-মোঃ মুরাদুজ্জিন সরদার, সাং- নারায়ণপুর, ডাকঘর- পাঁচবিবি, জেলা-জয়পুরহাট, জাতীয় পরিচয়পত্র নং-১৯৪৩০২২৭৯২। প্রেরক: মোঃ গোলাম মোস্তফা মন্ডল, পিতা-শাহাদত হোসেন মন্ডল, সাং-হাকিমপুর, ডাকঘর-যুগলপুর, থানা- পাঁচবিবি, জেলা-জয়পুরহাট, জাতীয় পরিচয়পত্র নং-৭৩১৮২৭৭৬২২।: [1055, 366, 1323, 455]
tender-cell-n: 2: [49, 1637, 78, 1662]
schedule-cell: এন. আই এ্যাক্টের ১৩৮ ধারা: [1218, 1614, 1325, 1643]
tender-cell-n: 1: [49, 1612, 78, 1637]
schedule-row: [686, 1409, 1325, 1438]
schedule-cell: বিজ্ঞ জুডিসিয়াল ম্যাজিস্ট্রেট আদালত-০১: [729, 1526, 856, 1555]
schedule-row: [686, 1175, 1325, 1204]
court-body-2: ১। আল রহিমা হার্ডওয়্যার, স্বত্বাধিকারী- আবদুল মোতালেব, ব্যবসায়িক ঠিকানা- ইউনুছ মার্কেট, ডাকঘর- বৈলতলী -৪৩৮৩, থানা- চন্দনাইশ, জেলা- চট্টগ্রাম। ২। আবদুল মোতালেব, স্বত্বাধিকারী- আল রহিমা হার্ডওয়্যার, পিতা- মরহুম গুলাম আলী, থানা- মজুমদার পাড়া, চন্দনাইশ, জেলা- চট্টগ্রাম। ৩। শাহিদা খানম রিমা, স্বামী- আবদুল মোতালেব। ৪। আনোয়ার মিয়া, পিতা- মরহুম নাছির মোহাম্মদ ......... দায়িকগণ।: [55, 277, 357, 358]
schedule-cell: সি.আর-৮৭ (সাটু)২০২৩: [1141, 1175, 1218, 1204]
ukil-body-3: জনাব, আমার মোয়াক্কেল মোঃ গোলাম মোস্তফা মন্ডল এর ধারা ক্ষমতা প্রাপ্ত হইয়া আপনাকে এই মর্মে নোটিশ প্রদান করিতেছি যে, আপনার নিকট থেকে আমার মোয়াক্কেল পাওনা টাকা বাবদ উক্ত চেক প্রদান করেন। আমার মোয়াক্কেল উক্ত চেকটি নগদায়নের জন্য ব্যাংকে জমা দিলে Insufficient Fund মন্তব্যে ডিজঅনার হয়। অত্র নোটিশ প্রাপ্তির ৩০ (ত্রিশ) দিনের মধ্যে উক্ত চেকের টাকা পরিশোধ করিবেন, অন্যথায় Negotiable Instrument Act এর ১৩৮ ধারা মোতাবেক আইনগত ব্যবস্থা গ্রহণ করা হইবে। ইহার একটি কপি আমার সেরেস্তায় সংরক্ষিত রহিল।: [1055, 568, 1323, 703]
schedule-cell: সি.আর-১৮২ (মানিক)২০২৩: [1141, 1731, 1218, 1760]
schedule-cell: সি.আর-১৯৬ (মানিক)২০২৪: [1141, 1702, 1218, 1731]
official-label: Name, Designation & Address of Official Inviting Tender: [78, 1777, 339, 1922]
affidavit-sign: মোঃ ফয়সাল: [613, 1163, 665, 1175]
affidavit-title: হলফনামা: [371, 977, 673, 1013]
schedule-cell: সি.আর-১১২২ (মানিক)২০২৩: [1141, 1672, 1218, 1701]
schedule-cell: বিজ্ঞ জুডিসিয়াল ম্যাজিস্ট্রেট আদালত-০১: [729, 1175, 856, 1204]
schedule-cell: ২৩.: [686, 1790, 729, 1819]
tender-row: [49, 1612, 674, 1637]
schedule-cell: এন. আই এ্যাক্টের ১৩৮ ধারা: [1218, 1526, 1325, 1555]
schedule-cell: বিজ্ঞ জুডিসিয়াল ম্যাজিস্ট্রেট আদালত-০২: [729, 1585, 856, 1614]
